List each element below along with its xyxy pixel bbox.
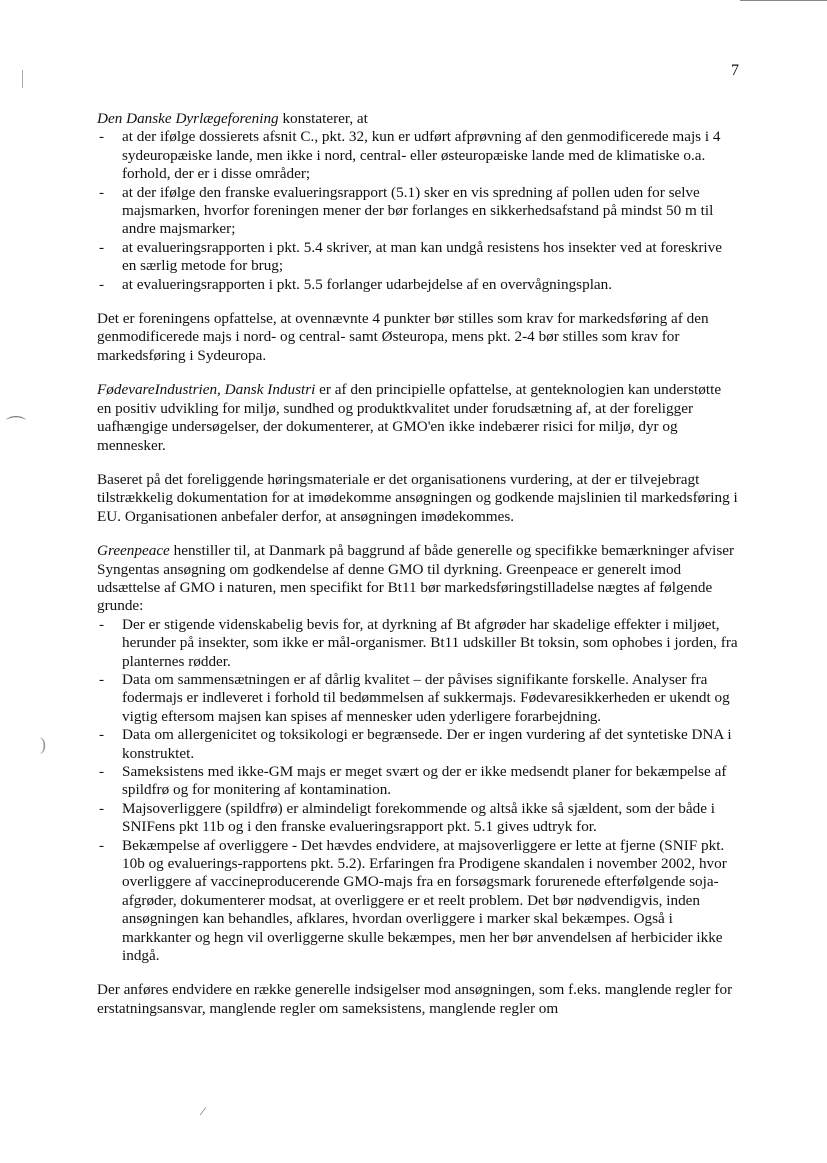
- dyrlaege-intro: [97, 110, 739, 128]
- list-item: - at evalueringsrapporten i pkt. 5.5 forlanger udarbejdelse af en overvågningsplan.: [97, 276, 739, 294]
- dyrlaege-points: [97, 128, 739, 294]
- list-item: - at der ifølge dossierets afsnit C., pkt. 32, kun er udført afprøvning af den genmodificerede majs i 4 sydeuropæiske lande, men ikke i nord, central- eller østeuropæiske lande med de klimatiske o.a. forhold, der er i disse områder;: [97, 128, 739, 183]
- scan-artifact-left-edge: [22, 70, 23, 88]
- list-item: - Sameksistens med ikke-GM majs er meget svært og der er ikke medsendt planer for bekæmpelse af spildfrø og for monitering af kontamination.: [97, 763, 739, 800]
- document-body: [97, 110, 739, 1018]
- scan-artifact-top-right: [740, 0, 827, 1]
- foedevare-paragraph: [97, 381, 739, 455]
- paragraph-text: henstiller til, at Danmark på baggrund af både generelle og specifikke bemærkninger afviser Syngentas ansøgning om godkendelse af denne GMO til dyrkning. Greenpeace er generelt imod udsættelse af GMO i naturen, men specifikt for Bt11 bør markedsføringstilladelse nægtes af følgende grunde:: [97, 542, 735, 615]
- list-item: - Bekæmpelse af overliggere - Det hævdes endvidere, at majsoverliggere er lette at fjerne (SNIF pkt. 10b og evaluerings-rapportens pkt. 5.2). Erfaringen fra Prodigene skandalen i november 2002, hvor overliggere af vaccineproducerende GMO-majs fra en forsøgsmark forurenede efterfølgende soja-afgrøder, dokumenterer modsat, at overliggere er et reelt problem. Det bør nødvendigvis, inden ansøgningen kan behandles, afklares, hvordan overliggere i marker skal bekæmpes. Også i markkanter og hegn vil overliggerne skulle bekæmpes, men her bør anvendelsen af herbicider ikke indgå.: [97, 837, 739, 966]
- greenpeace-points: [97, 616, 739, 966]
- page-number: 7: [731, 62, 739, 79]
- final-paragraph: Der anføres endvidere en række generelle indsigelser mod ansøgningen, som f.eks. manglende regler for erstatningsansvar, manglende regler om sameksistens, manglende regler om: [97, 981, 733, 1017]
- org-name: Den Danske Dyrlægeforening: [97, 110, 279, 127]
- scan-artifact-bracket: ): [40, 734, 46, 754]
- list-item: - Data om sammensætningen er af dårlig kvalitet – der påvises signifikante forskelle. Analyser fra fodermajs er indleveret i forhold til bedømmelsen af sukkermajs. Fødevaresikkerheden er ukendt og vigtig eftersom majsen kan spises af mennesker uden yderligere forarbejdning.: [97, 671, 739, 726]
- section-greenpeace: [97, 542, 739, 965]
- org-name: FødevareIndustrien, Dansk Industri: [97, 381, 316, 399]
- list-item: - Der er stigende videnskabelig bevis for, at dyrkning af Bt afgrøder har skadelige effekter i miljøet, herunder på insekter, som ikke er mål-organismer. Bt11 udskiller Bt toksin, som ophobes i jorden, fra planternes rødder.: [97, 616, 739, 671]
- foedevare-conclusion: Baseret på det foreliggende høringsmateriale er det organisationens vurdering, at der er tilvejebragt tilstrækkelig dokumentation for at imødekomme ansøgningen og godkende majslinien til markedsføring i EU. Organisationen anbefaler derfor, at ansøgningen imødekommes.: [97, 470, 738, 525]
- scan-artifact-tick: ⁄: [202, 1104, 205, 1118]
- intro-text: konstaterer, at: [278, 110, 368, 127]
- org-name: Greenpeace: [97, 542, 170, 560]
- scan-artifact-punch-hole: ⌒: [6, 416, 26, 438]
- list-item: - Majsoverliggere (spildfrø) er almindeligt forekommende og altså ikke så sjældent, som der både i SNIFens pkt 11b og i den franske evalueringsrapport pkt. 5.1 gives udtryk for.: [97, 800, 739, 837]
- greenpeace-intro: [97, 542, 739, 616]
- list-item: - Data om allergenicitet og toksikologi er begrænsede. Der er ingen vurdering af det syntetiske DNA i konstruktet.: [97, 726, 739, 763]
- dyrlaege-conclusion: Det er foreningens opfattelse, at ovennævnte 4 punkter bør stilles som krav for markedsføring af den genmodificerede majs i nord- og central- samt Østeuropa, mens pkt. 2-4 bør stilles som krav for markedsføring i Sydeuropa.: [97, 310, 709, 364]
- paragraph-text: er af den principielle opfattelse, at genteknologien kan understøtte en positiv udvikling for miljø, sundhed og produktkvalitet under forudsætning af, at der foreligger uafhængige undersøgelser, der dokumenterer, at GMO'en ikke indebærer risici for miljø, dyr og mennesker.: [97, 381, 722, 454]
- section-dyrlaegeforening: [97, 110, 739, 294]
- list-item: - at evalueringsrapporten i pkt. 5.4 skriver, at man kan undgå resistens hos insekter ved at foreskrive en særlig metode for brug;: [97, 239, 739, 276]
- list-item: - at der ifølge den franske evalueringsrapport (5.1) sker en vis spredning af pollen uden for selve majsmarken, hvorfor foreningen mener der bør forlanges en sikkerhedsafstand på mindst 50 m til andre majsmarker;: [97, 184, 739, 239]
